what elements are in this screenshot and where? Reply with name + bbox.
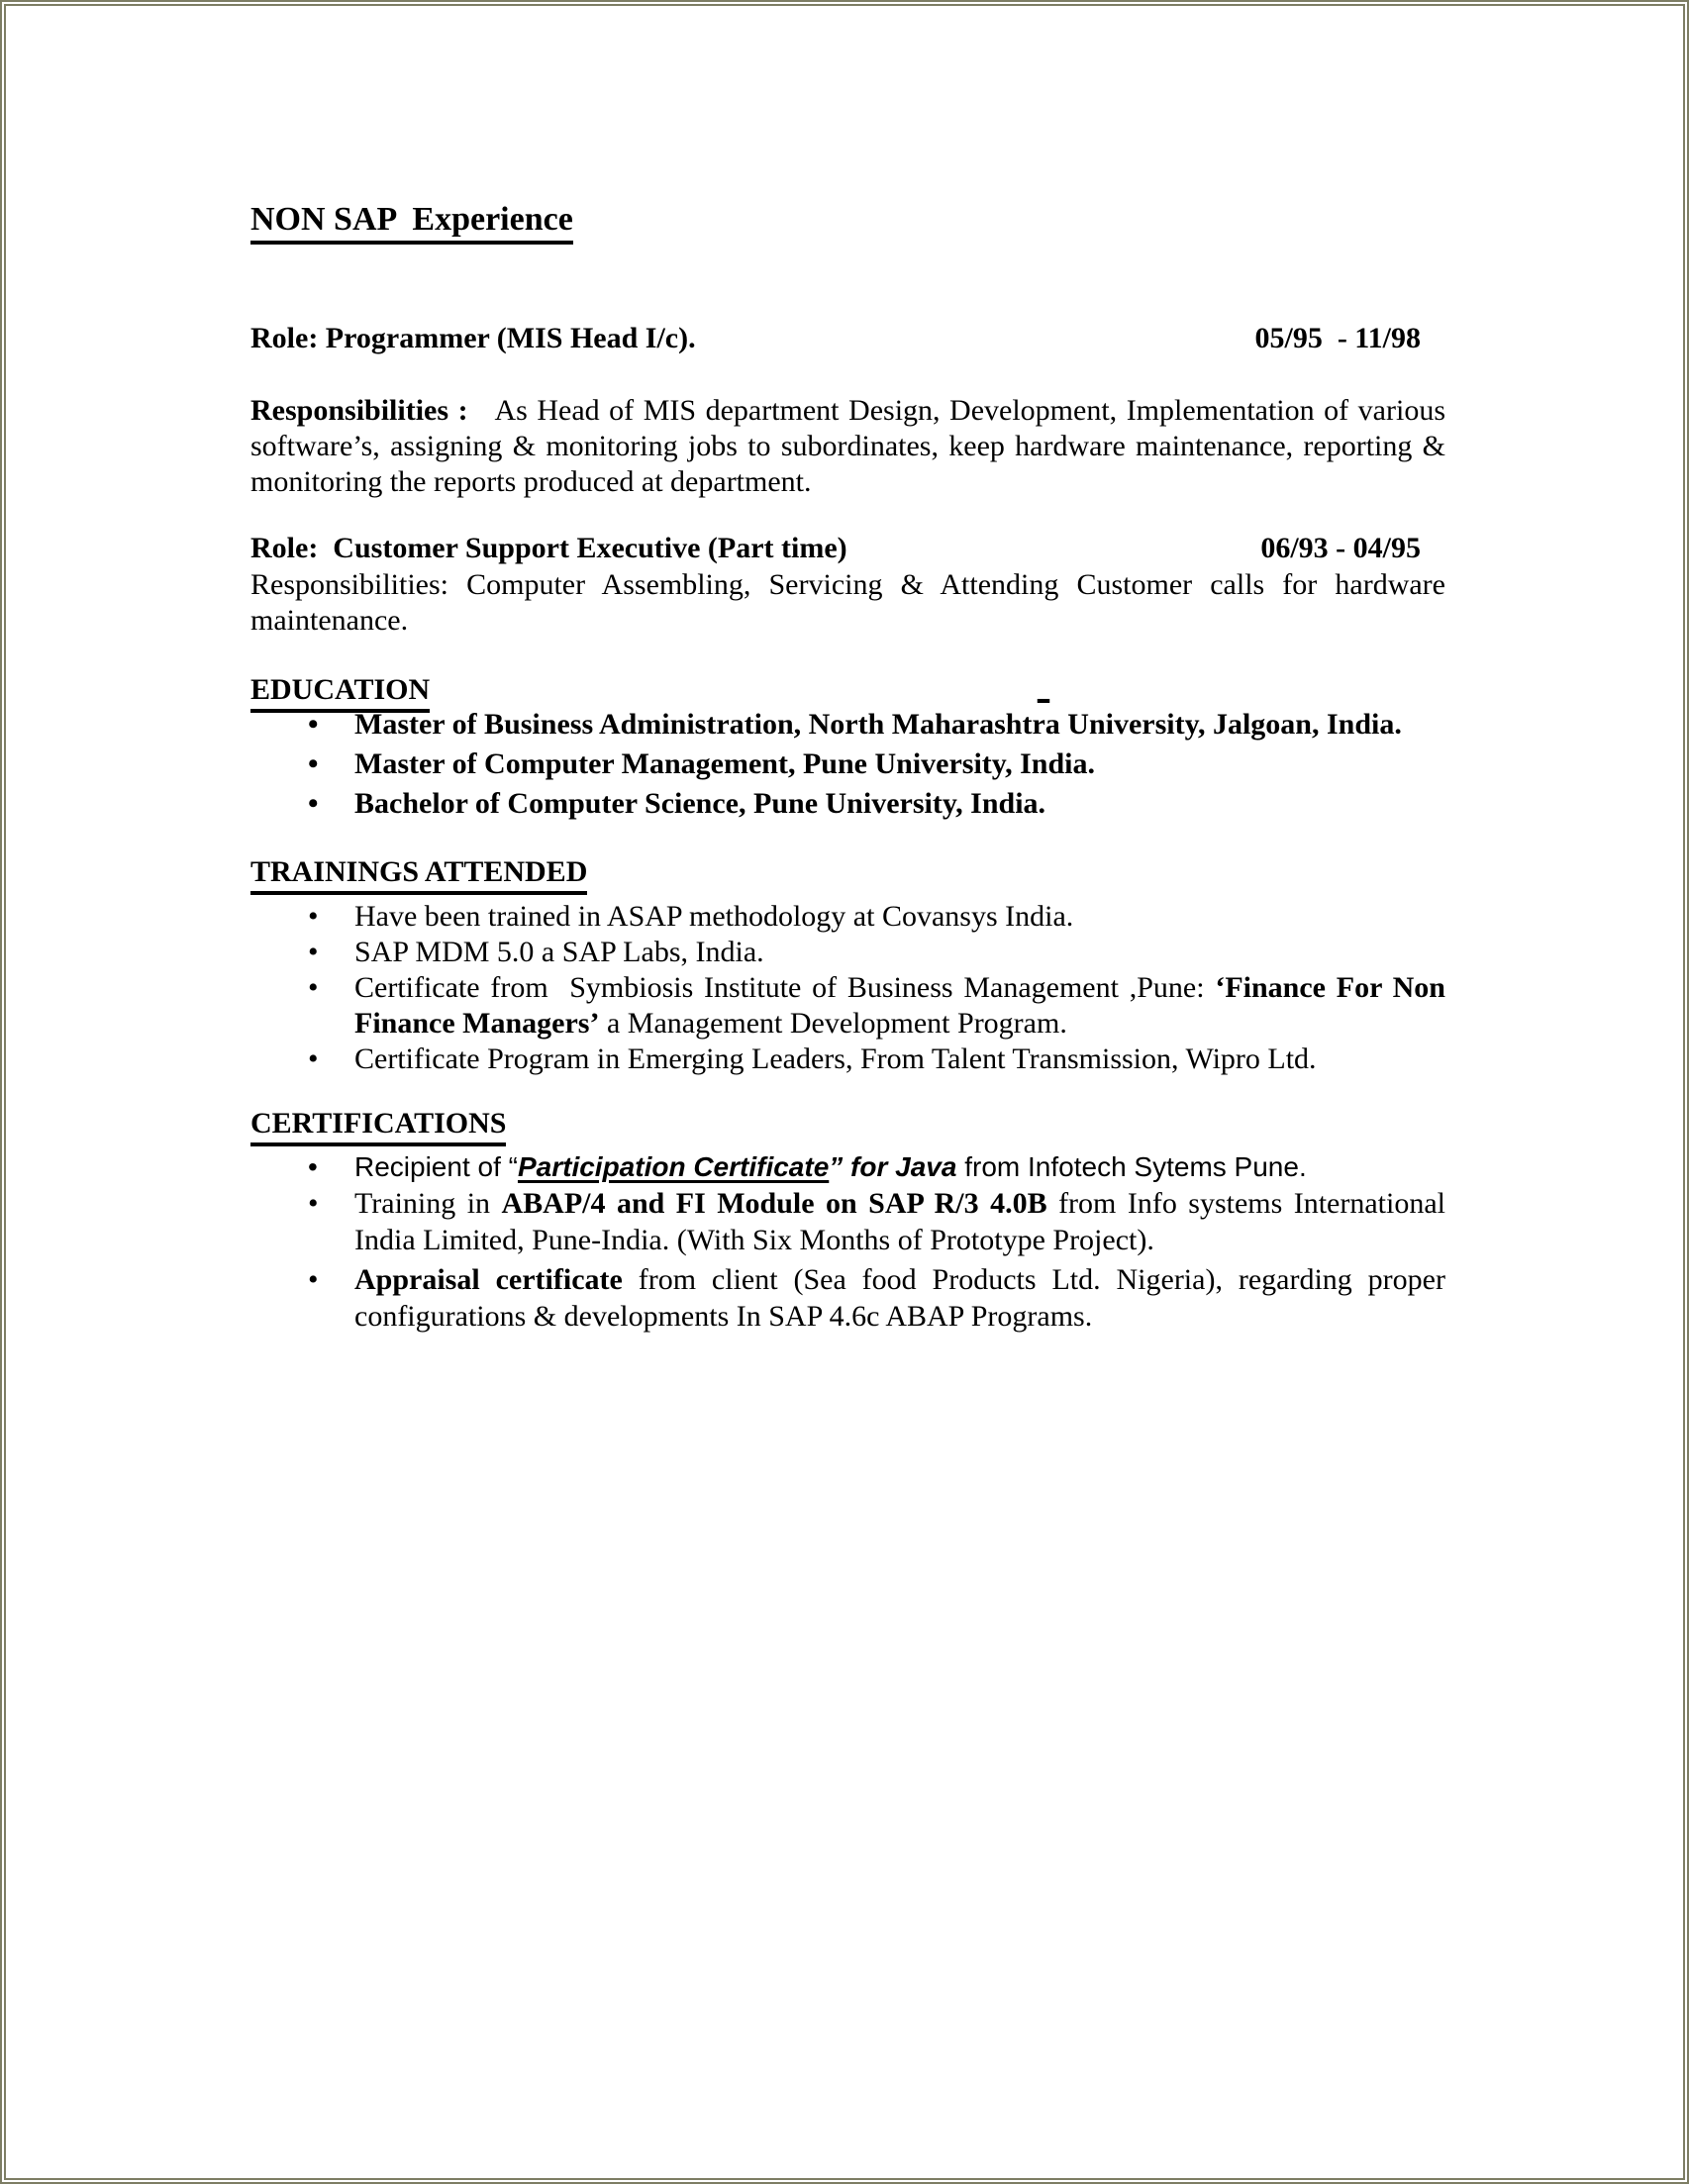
training-item-text: Have been trained in ASAP methodology at Covansys India.: [354, 900, 1074, 933]
responsibilities-text: As Head of MIS department Design, Development, Implementation of various software’s, assigning & monitoring jobs to subordinates, keep hardware maintenance, reporting & monitoring the reports produced at department.: [250, 394, 1453, 498]
list-item: [250, 1185, 1445, 1258]
certification-item-quote: ”: [829, 1151, 844, 1182]
certification-item-underlined-text: Participation Certificate: [517, 1151, 830, 1182]
training-item-text: Certificate Program in Emerging Leaders, From Talent Transmission, Wipro Ltd.: [354, 1042, 1317, 1075]
list-item: [250, 1042, 1445, 1077]
role-row-customer-support: [250, 532, 1445, 565]
list-item: [250, 935, 1445, 970]
list-item: [250, 1261, 1445, 1335]
certification-item-bold-text: Appraisal certificate: [354, 1263, 623, 1296]
role-row-programmer: [250, 322, 1445, 355]
trainings-heading: TRAININGS ATTENDED: [250, 855, 587, 895]
certification-item-text: from Infotech Sytems Pune.: [956, 1151, 1307, 1182]
list-item: [250, 970, 1445, 1042]
list-item: [250, 745, 1445, 784]
stray-dash-mark: -: [1036, 670, 1051, 723]
certifications-heading: CERTIFICATIONS: [250, 1107, 506, 1146]
education-item-text: Master of Business Administration, North Maharashtra University, Jalgoan, India.: [354, 708, 1402, 741]
training-item-bold-text: ‘Finance For Non Finance Managers’: [354, 971, 1445, 1040]
trainings-list: [250, 899, 1445, 1077]
list-item: [250, 899, 1445, 935]
training-item-text: a Management Development Program.: [599, 1007, 1067, 1040]
responsibilities-text: Responsibilities: Computer Assembling, Servicing & Attending Customer calls for hardware maintenance.: [250, 568, 1445, 637]
certification-item-text: from client (Sea food Products Ltd. Nigeria), regarding proper configurations & developments In SAP 4.6c ABAP Programs.: [354, 1263, 1445, 1333]
responsibilities-label: Responsibilities :: [250, 394, 468, 427]
certification-item-text: Recipient of “: [354, 1151, 518, 1182]
role-dates: 05/95 - 11/98: [1254, 322, 1421, 354]
certification-item-text: Training in: [354, 1187, 502, 1220]
certification-item-text: from Info systems International India Limited, Pune-India. (With Six Months of Prototype Project).: [354, 1187, 1445, 1256]
education-list: [250, 705, 1445, 824]
certification-item-bold-italic-text: for Java: [843, 1151, 957, 1182]
certifications-list: [250, 1148, 1445, 1335]
responsibilities-paragraph-1: [250, 393, 1453, 500]
certification-item-bold-text: ABAP/4 and FI Module on SAP R/3 4.0B: [501, 1187, 1047, 1220]
education-item-text: Bachelor of Computer Science, Pune University, India.: [354, 787, 1046, 820]
education-heading: EDUCATION: [250, 673, 430, 713]
role-title: Role: Customer Support Executive (Part time): [250, 532, 847, 564]
training-item-text: Certificate from Symbiosis Institute of Business Management ,Pune:: [354, 971, 1216, 1004]
page-title: NON SAP Experience: [250, 201, 573, 245]
training-item-text: SAP MDM 5.0 a SAP Labs, India.: [354, 936, 764, 968]
list-item: [250, 1148, 1445, 1185]
list-item: [250, 705, 1445, 745]
responsibilities-paragraph-2: [250, 567, 1445, 639]
role-dates: 06/93 - 04/95: [1260, 532, 1421, 564]
education-item-text: Master of Computer Management, Pune University, India.: [354, 747, 1096, 780]
list-item: [250, 784, 1445, 824]
role-title: Role: Programmer (MIS Head I/c).: [250, 322, 696, 354]
